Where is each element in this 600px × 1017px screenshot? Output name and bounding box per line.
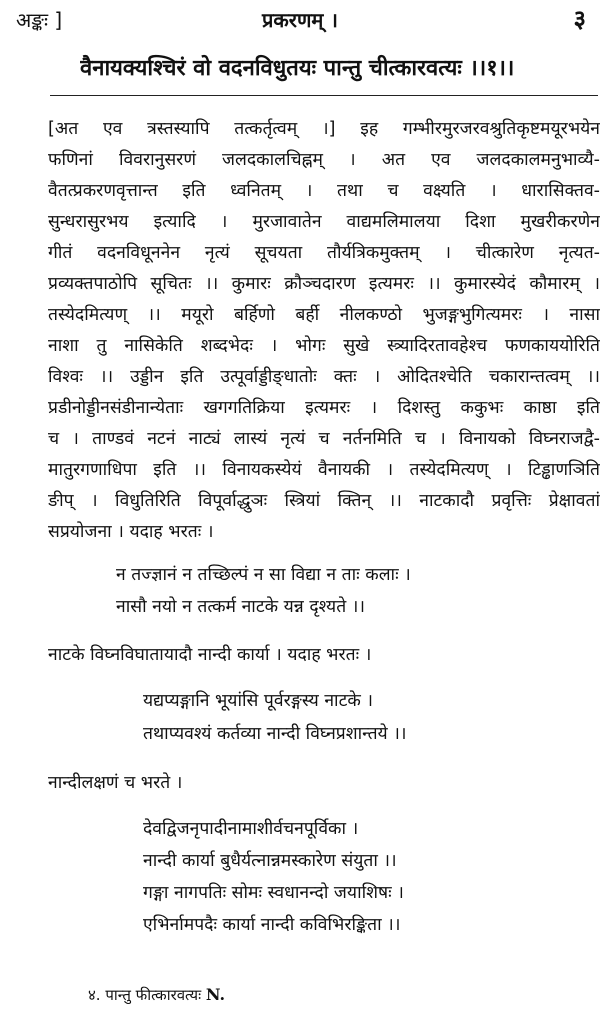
commentary-line: सुन्धरासुरभय इत्यादि । मुरजावातेन वाद्यमलिमालया दिशा मुखरीकरणेन (48, 212, 600, 232)
prose-paragraph: नान्दीलक्षणं च भरते । (48, 773, 183, 793)
quote-line: गङ्गा नागपतिः सोमः स्वधानन्दो जयाशिषः । (143, 883, 404, 903)
quote-line: एभिर्नामपदैः कार्या नान्दी कविभिरङ्किता ।। (143, 915, 401, 935)
commentary-line: गीतं वदनविधूननेन नृत्यं सूचयता तौर्यत्रिकमुक्तम् । चीत्कारेण नृत्यत- (48, 243, 600, 263)
commentary-line: तस्येदमित्यण् ।। मयूरो बर्हिणो बर्ही नीलकण्ठो भुजङ्गभुगित्यमरः । नासा (48, 305, 600, 325)
commentary-line: नाशा तु नासिकेति शब्दभेदः । भोगः सुखे स्त्र्यादिरतावहेश्च फणकाययोरिति (48, 336, 600, 356)
chapter-mark: अङ्कः ] (16, 8, 63, 32)
footnote-edition-siglum: N. (205, 985, 226, 1004)
page-header (0, 0, 600, 38)
running-title: प्रकरणम् । (262, 8, 338, 32)
quote-line: देवद्विजनृपादीनामाशीर्वचनपूर्विका । (143, 819, 359, 839)
commentary-line: फणिनां विवरानुसरणं जलदकालचिह्नम् । अत एव जलदकालमनुभाव्यै- (48, 150, 600, 170)
quote-line: नान्दी कार्या बुधैर्यत्नान्नमस्कारेण संयुता ।। (143, 851, 397, 871)
footnote-text: ४. पान्तु फीत्कारवत्यः (88, 986, 202, 1004)
quote-line: नासौ नयो न तत्कर्म नाटके यन्न दृश्यते ।। (116, 597, 366, 617)
quote-line: यद्यप्यङ्गानि भूयांसि पूर्वरङ्गस्य नाटके । (143, 691, 374, 711)
commentary-line: प्रव्यक्तपाठोपि सूचितः ।। कुमारः क्रौञ्चदारण इत्यमरः ।। कुमारस्येदं कौमारम् । (48, 274, 600, 294)
commentary-line: प्रडीनोड्डीनसंडीनान्येताः खगगतिक्रिया इत्यमरः । दिशस्तु ककुभः काष्ठा इति (48, 398, 600, 418)
page-number: ३ (573, 5, 586, 33)
footnote (88, 985, 225, 1005)
commentary-line: ङीप् । विधुतिरिति विपूर्वाद्धुञः स्त्रियां क्तिन् ।। नाटकादौ प्रवृत्तिः प्रेक्षावतां (48, 491, 600, 511)
prose-paragraph: नाटके विघ्नविघातायादौ नान्दी कार्या । यदाह भरतः । (48, 645, 372, 665)
commentary-line: विश्वः ।। उड्डीन इति उत्पूर्वाड्डीङ्धातोः क्तः । ओदितश्चेति चकारान्तत्वम् ।। (48, 367, 600, 387)
commentary-line: च । ताण्डवं नटनं नाट्यं लास्यं नृत्यं च नर्तनमिति च । विनायको विघ्नराजद्वै- (48, 429, 600, 449)
quote-line: तथाप्यवश्यं कर्तव्या नान्दी विघ्नप्रशान्तये ।। (143, 724, 407, 744)
commentary-line: वैतत्प्रकरणवृत्तान्त इति ध्वनितम् । तथा च वक्ष्यति । धारासिक्तव- (48, 181, 600, 201)
divider-rule (50, 95, 598, 96)
commentary-line: सप्रयोजना । यदाह भरतः । (48, 522, 214, 542)
quote-line: न तज्ज्ञानं न तच्छिल्पं न सा विद्या न ताः कलाः । (116, 565, 411, 585)
verse-line: वैनायक्यश्चिरं वो वदनविधुतयः पान्तु चीत्कारवत्यः ।।१।। (80, 56, 515, 81)
commentary-line: मातुरगणाधिपा इति ।। विनायकस्येयं वैनायकी । तस्येदमित्यण् । टिड्ढाणञिति (48, 460, 600, 480)
commentary-line: [अत एव त्रस्तस्यापि तत्कर्तृत्वम् ।] इह गम्भीरमुरजरवश्रुतिकृष्टमयूरभयेन (48, 119, 600, 139)
